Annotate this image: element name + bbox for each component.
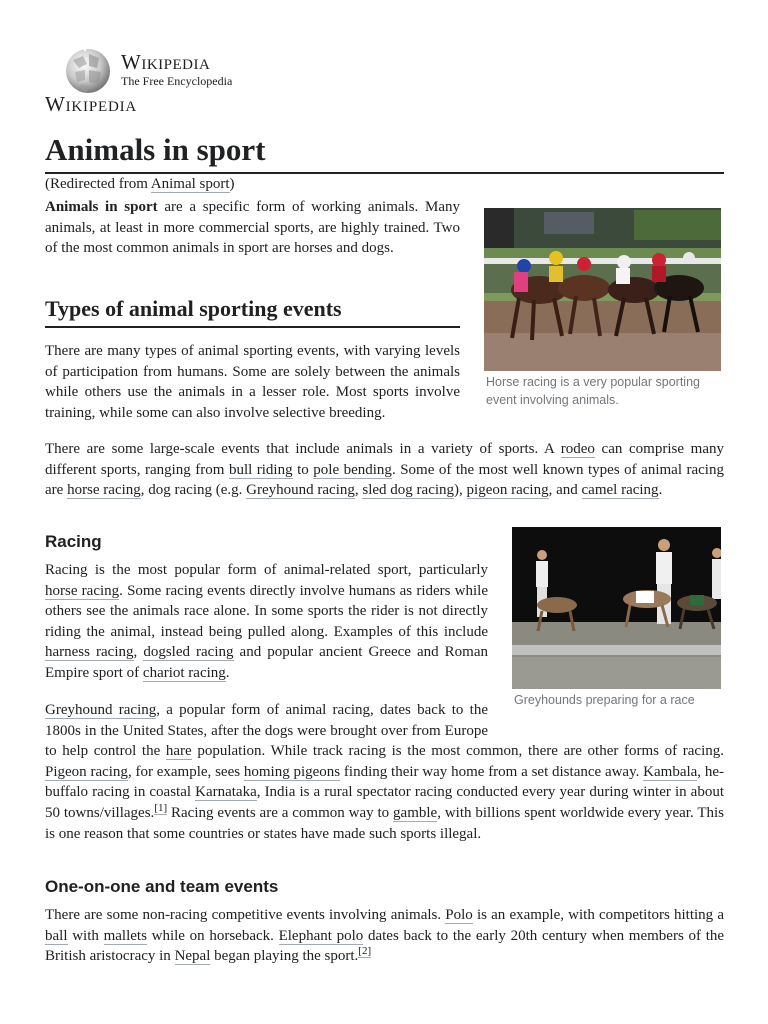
link-greyhound-racing-2[interactable]: Greyhound racing [45, 702, 157, 718]
link-horse-racing[interactable]: horse racing [67, 482, 141, 499]
section-heading-types: Types of animal sporting events [45, 296, 460, 328]
section-heading-racing: Racing [45, 532, 102, 551]
link-hare[interactable]: hare [165, 743, 192, 760]
link-karnataka[interactable]: Karnataka [195, 784, 257, 801]
racing-paragraph-2: Greyhound racing, a popular form of animal racing, dates back to the 1800s in the United States, after the dogs were brought over from Europe to help control the hare population. While track racing is the most common, there are other forms of racing. Pigeon racing, for example, sees homing pigeons finding their way home from a set distance away. Kambala, he-buffalo racing in coastal Karnataka, India is a rural spectator racing conducted every year during winter in about 50 towns/villages.[1] Racing events are a common way to gamble, with billions spent worldwide every year. This is one reason that some countries or states have made such sports illegal. [45, 702, 725, 842]
link-chariot-racing[interactable]: chariot racing [142, 664, 226, 681]
link-polo[interactable]: Polo [445, 907, 473, 923]
wikipedia-globe-icon [63, 46, 113, 94]
types-paragraph-2: There are some large-scale events that include animals in a variety of sports. A rodeo can comprise many different sports, ranging from bull riding to pole bending. Some of the most well known types of animal racing are horse racing, dog racing (e.g. Greyhound racing, sled dog racing), pigeon racing, and camel racing. [45, 441, 724, 499]
greyhound-image[interactable] [512, 527, 721, 689]
wordmark-secondary: Wikipedia [45, 92, 138, 116]
link-elephant-polo[interactable]: Elephant polo [278, 927, 364, 944]
logo-wordmark: Wikipedia [121, 50, 211, 74]
link-nepal[interactable]: Nepal [174, 948, 211, 965]
greyhound-caption: Greyhounds preparing for a race [514, 693, 695, 707]
page-title: Animals in sport [45, 132, 724, 174]
section-heading-team-events: One-on-one and team events [45, 877, 279, 896]
link-harness-racing[interactable]: harness racing [45, 644, 134, 661]
horse-racing-figure [484, 208, 721, 409]
horse-racing-caption: Horse racing is a very popular sporting event involving animals. [486, 375, 700, 407]
greyhound-figure [512, 527, 721, 709]
wikipedia-logo[interactable] [63, 46, 263, 96]
link-dogsled-racing[interactable]: dogsled racing [143, 644, 234, 661]
team-events-paragraph: There are some non-racing competitive events involving animals. Polo is an example, with competitors hitting a ball with mallets while on horseback. Elephant polo dates back to the early 20th century when members of the British aristocracy in Nepal began playing the sport.[2] [45, 907, 725, 965]
logo-tagline: The Free Encyclopedia [121, 74, 233, 88]
link-pigeon-racing[interactable]: pigeon racing [466, 482, 549, 499]
link-pigeon-racing-2[interactable]: Pigeon racing [45, 763, 128, 780]
racing-paragraph-1: Racing is the most popular form of animal-related sport, particularly horse racing. Some racing events directly involve humans as riders while others see the animals race alone. In some sports the rider is not directly riding the animal, instead being pulled along. Examples of this include harness racing, dogsled racing and popular ancient Greece and Roman Empire sport of chariot racing. [45, 562, 489, 681]
redirect-note: (Redirected from Animal sport) [45, 176, 235, 192]
link-pole-bending[interactable]: pole bending [313, 461, 392, 478]
link-bull-riding[interactable]: bull riding [228, 461, 293, 478]
reference-1[interactable]: [1] [154, 801, 168, 814]
link-gamble[interactable]: gamble [393, 804, 438, 821]
link-greyhound-racing[interactable]: Greyhound racing [246, 482, 355, 499]
intro-paragraph: Animals in sport are a specific form of working animals. Many animals, at least in more commercial sports, are highly trained. Two of the most common animals in sport are horses and dogs. [45, 199, 460, 257]
horse-racing-image[interactable] [484, 208, 721, 371]
link-sled-dog-racing[interactable]: sled dog racing [362, 482, 455, 499]
link-rodeo[interactable]: rodeo [560, 441, 595, 457]
link-homing-pigeons[interactable]: homing pigeons [243, 763, 341, 780]
link-mallets[interactable]: mallets [103, 927, 147, 944]
link-ball[interactable]: ball [45, 927, 68, 944]
redirect-link[interactable]: Animal sport [150, 176, 230, 192]
link-camel-racing[interactable]: camel racing [581, 482, 659, 499]
link-kambala[interactable]: Kambala [643, 763, 698, 780]
types-paragraph-1: There are many types of animal sporting events, with varying levels of participation from humans. Some are solely between the animals while others use the animals in a lesser role. Most sports involve training, while some can also involve selective breeding. [45, 343, 460, 421]
link-horse-racing-2[interactable]: horse racing [45, 582, 120, 599]
reference-2[interactable]: [2] [358, 945, 372, 958]
